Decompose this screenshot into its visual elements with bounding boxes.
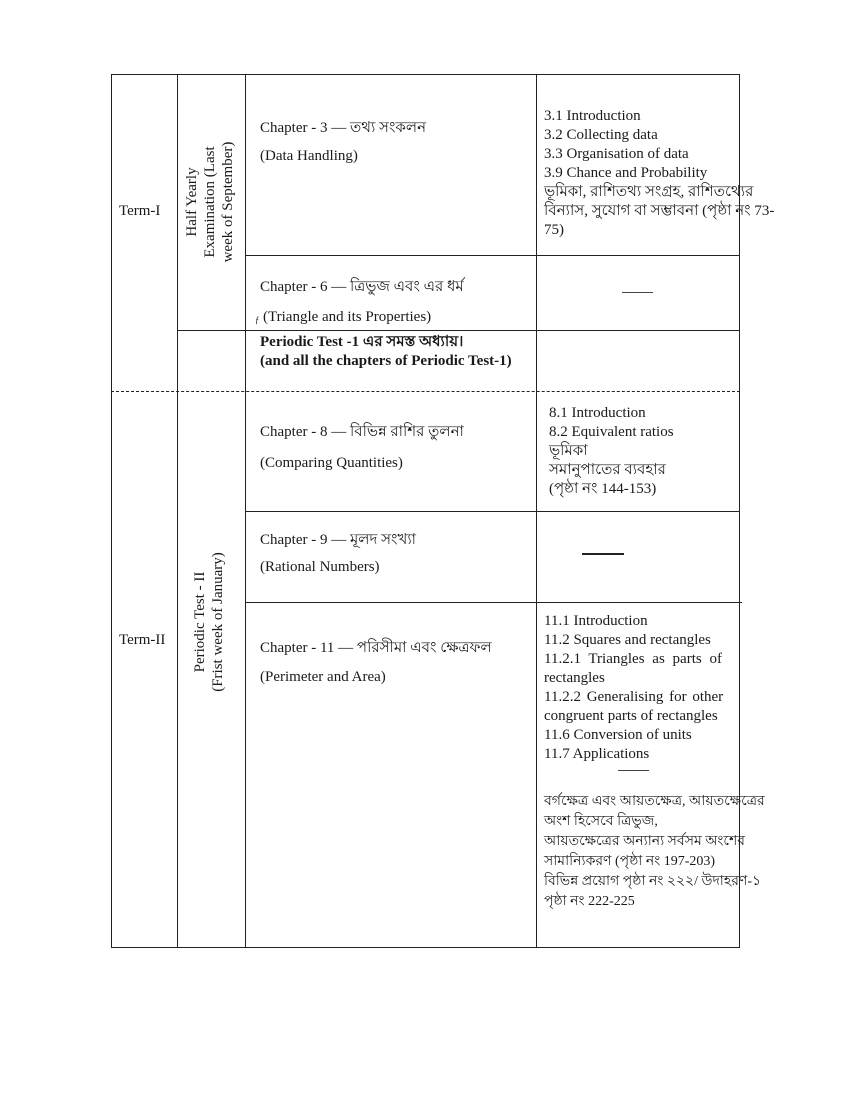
chapter-english-title: (Comparing Quantities): [260, 455, 403, 471]
topic-item: 11.7 Applications: [544, 746, 650, 762]
topic-item: 3.3 Organisation of data: [544, 146, 689, 162]
chapter-english-title: (Data Handling): [260, 148, 358, 164]
topic-item: 3.9 Chance and Probability: [544, 165, 708, 181]
topic-item: 11.2 Squares and rectangles: [544, 632, 711, 648]
chapter-english-title: (Rational Numbers): [260, 559, 380, 575]
separator-dash: [618, 770, 649, 771]
topic-item: 8.1 Introduction: [549, 405, 646, 421]
periodic-test-note-line: Periodic Test -1 এর সমস্ত অধ্যায়।: [260, 334, 464, 350]
exam-label-line: week of September): [220, 141, 236, 263]
topic-item: 11.6 Conversion of units: [544, 727, 692, 743]
topic-item: 8.2 Equivalent ratios: [549, 424, 674, 440]
chapter-title: Chapter - 6 — ত্রিভুজ এবং এর ধর্ম: [260, 279, 464, 295]
exam-label: [191, 522, 231, 722]
topic-item: 11.2.2 Generalising for other: [544, 689, 724, 705]
topic-item: আয়তক্ষেত্রের অন্যান্য সর্বসম অংশের: [544, 834, 746, 849]
topic-item: 75): [544, 222, 564, 238]
exam-label-line: Periodic Test - II: [192, 571, 208, 673]
topic-list: [549, 404, 674, 499]
topic-item: বর্গক্ষেত্র এবং আয়তক্ষেত্র, আয়তক্ষেত্রের: [544, 794, 765, 809]
topic-item: 3.2 Collecting data: [544, 127, 658, 143]
topic-item: পৃষ্ঠা নং 222-225: [544, 894, 635, 909]
topic-item: 11.1 Introduction: [544, 613, 648, 629]
topic-item: বিভিন্ন প্রয়োগ পৃষ্ঠা নং ২২২/ উদাহরণ-১: [544, 874, 762, 889]
topic-list-bengali: [544, 792, 765, 912]
term-label: Term-I: [119, 203, 161, 219]
topic-list: [544, 107, 774, 240]
chapter-english-title: (Triangle and its Properties): [263, 309, 432, 325]
chapter-title: Chapter - 3 — তথ্য সংকলন: [260, 120, 427, 136]
topic-item: সামান্যিকরণ (পৃষ্ঠা নং 197-203): [544, 854, 716, 869]
table-bottom-border: [111, 947, 740, 948]
chapter-title: Chapter - 9 — মূলদ সংখ্যা: [260, 532, 417, 548]
topic-item: rectangles: [544, 670, 605, 686]
row-divider: [177, 330, 740, 331]
topic-item: 11.2.1 Triangles as parts of: [544, 651, 722, 667]
periodic-test-note: [260, 333, 512, 371]
column-divider-exam: [177, 74, 178, 948]
stray-mark: ƒ: [255, 315, 260, 325]
topic-list: [544, 612, 735, 764]
topic-item: congruent parts of rectangles: [544, 708, 718, 724]
row-divider: [245, 255, 740, 256]
table-top-border: [111, 74, 740, 75]
empty-topics-dash: [622, 292, 653, 293]
exam-label-line: Half Yearly: [184, 167, 200, 237]
exam-label-line: Examination (Last: [202, 146, 218, 258]
topic-item: অংশ হিসেবে ত্রিভুজ,: [544, 814, 658, 829]
row-divider: [245, 511, 740, 512]
topic-item: ভূমিকা: [549, 443, 588, 459]
exam-label: [183, 102, 241, 302]
topic-item: সমানুপাতের ব্যবহার: [549, 462, 666, 478]
chapter-title: Chapter - 8 — বিভিন্ন রাশির তুলনা: [260, 424, 464, 440]
chapter-title: Chapter - 11 — পরিসীমা এবং ক্ষেত্রফল: [260, 640, 492, 656]
term-label: Term-II: [119, 632, 166, 648]
topic-item: 3.1 Introduction: [544, 108, 641, 124]
chapter-english-title: (Perimeter and Area): [260, 669, 386, 685]
topic-item: ভূমিকা, রাশিতথ্য সংগ্রহ, রাশিতথ্যের: [544, 184, 754, 200]
topic-item: বিন্যাস, সুযোগ বা সম্ভাবনা (পৃষ্ঠা নং 73-: [544, 203, 775, 219]
exam-label-line: (Frist week of January): [210, 552, 226, 692]
term-divider: [111, 391, 740, 392]
row-divider: [245, 602, 742, 603]
periodic-test-note-line: (and all the chapters of Periodic Test-1): [260, 353, 512, 369]
empty-topics-dash: [582, 553, 624, 555]
topic-item: (পৃষ্ঠা নং 144-153): [549, 481, 657, 497]
table-left-border: [111, 74, 112, 948]
